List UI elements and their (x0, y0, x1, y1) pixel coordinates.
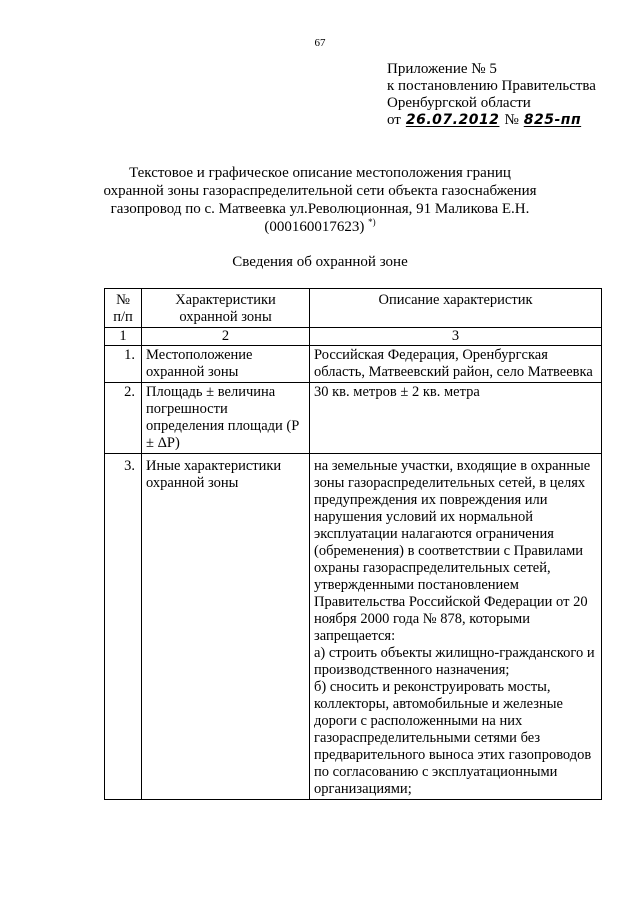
row-number: 2. (105, 383, 142, 454)
restriction-item: а) строить объекты жилищно-гражданского и производственного назначения; (314, 645, 595, 678)
appendix-title: Приложение № 5 (387, 61, 497, 77)
row-description: Российская Федерация, Оренбургская область, Матвеевский район, село Матвеевка (310, 346, 602, 383)
handwritten-number: 825-пп (523, 112, 582, 128)
table-row (105, 454, 602, 800)
number-label: № (504, 112, 519, 128)
handwritten-date: 26.07.2012 (405, 112, 500, 128)
footnote-mark: *) (368, 217, 376, 227)
header-number: № п/п (105, 289, 142, 328)
zone-info-table (104, 288, 602, 800)
row-description: 30 кв. метров ± 2 кв. метра (310, 383, 602, 454)
row-characteristic: Иные характеристики охранной зоны (142, 454, 310, 800)
index-cell: 3 (310, 328, 602, 346)
table-row (105, 346, 602, 383)
appendix-block (387, 61, 596, 129)
from-label: от (387, 112, 401, 128)
title-line-3: газопровод по с. Матвеевка ул.Революционная, 91 Маликова Е.Н. (110, 201, 530, 217)
appendix-resolution-ref: к постановлению Правительства (387, 78, 596, 94)
object-code: (000160017623) (264, 219, 365, 235)
index-cell: 1 (105, 328, 142, 346)
page-number: 67 (314, 37, 326, 49)
row-description: на земельные участки, входящие в охранные зоны газораспределительных сетей, в целях предупреждения их повреждения или нарушения условий их нормальной эксплуатации налагаются ограничения (обременения) в соответствии с Правилами охраны газораспределительных сетей, утвержденными постановлением Правительства Российской Федерации от 20 ноября 2000 года № 878, которыми запрещается: (314, 458, 591, 644)
table-header-row (105, 289, 602, 328)
table-index-row (105, 328, 602, 346)
row-characteristic: Площадь ± величина погрешности определения площади (Р ± ΔР) (142, 383, 310, 454)
row-description-cell (310, 454, 602, 800)
header-characteristic: Характеристики охранной зоны (142, 289, 310, 328)
index-cell: 2 (142, 328, 310, 346)
section-title: Сведения об охранной зоне (232, 254, 408, 270)
appendix-region: Оренбургской области (387, 95, 531, 111)
header-description: Описание характеристик (310, 289, 602, 328)
title-line-1: Текстовое и графическое описание местоположения границ (129, 165, 511, 181)
document-title (0, 164, 640, 236)
row-number: 1. (105, 346, 142, 383)
row-characteristic: Местоположение охранной зоны (142, 346, 310, 383)
row-number: 3. (105, 454, 142, 800)
restriction-item: б) сносить и реконструировать мосты, коллекторы, автомобильные и железные дороги с расположенными на них газораспределительными сетями без предварительного выноса этих газопроводов по согласованию с эксплуатационными организациями; (314, 679, 592, 797)
title-line-2: охранной зоны газораспределительной сети объекта газоснабжения (103, 183, 537, 199)
title-line-4 (0, 218, 640, 236)
table-row (105, 383, 602, 454)
appendix-date-number-line (387, 112, 596, 129)
